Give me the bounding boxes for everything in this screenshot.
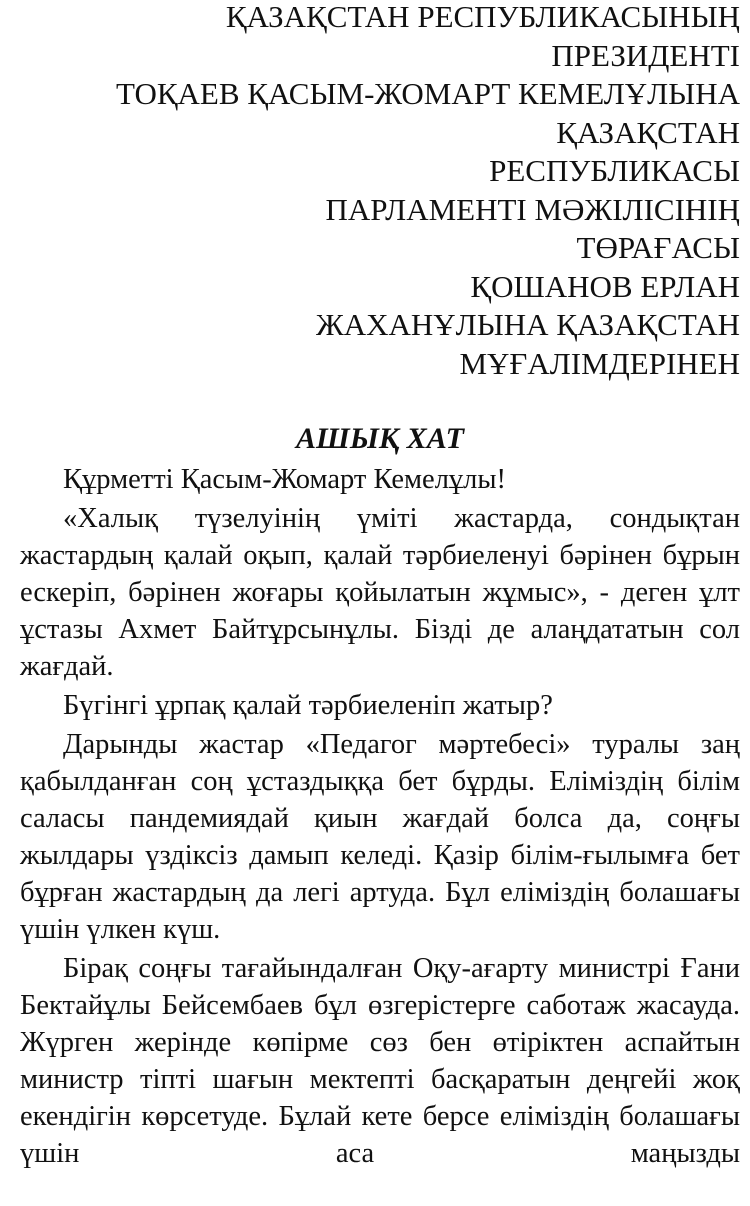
- addressee-line: ПРЕЗИДЕНТІ: [551, 37, 740, 73]
- addressee-line: ТӨРАҒАСЫ: [576, 230, 740, 265]
- addressee-block: [20, 0, 740, 383]
- body-paragraph: Бірақ соңғы тағайындалған Оқу-ағарту министрі Ғани Бектайұлы Бейсембаев бұл өзгерістерге саботаж жасауда. Жүрген жерінде көпірме сөз бен өтіріктен аспайтын министр тіпті шағын мектепті басқаратын деңгейі жоқ екендігін көрсетуде. Бұлай кете берсе еліміздің болашағы үшін аса маңызды: [20, 953, 740, 1169]
- letter-body: [20, 461, 740, 1172]
- body-paragraph: «Халық түзелуінің үміті жастарда, сондықтан жастардың қалай оқып, қалай тәрбиеленуі бәрінен бұрын ескеріп, бәрінен жоғары қойылатын жұмыс», - деген ұлт ұстазы Ахмет Байтұрсынұлы. Бізді де алаңдататын сол жағдай.: [20, 503, 740, 682]
- salutation-paragraph: Құрметті Қасым-Жомарт Кемелұлы!: [63, 464, 507, 495]
- addressee-line: ҚАЗАҚСТАН: [556, 114, 740, 150]
- body-paragraph: Дарынды жастар «Педагог мәртебесі» туралы заң қабылданған соң ұстаздыққа бет бұрды. Еліміздің білім саласы пандемиядай қиын жағдай болса да, соңғы жылдары үздіксіз дамып келеді. Қазір білім-ғылымға бет бұрған жастардың да легі артуда. Бұл еліміздің болашағы үшін үлкен күш.: [20, 729, 740, 945]
- addressee-line: ҚОШАНОВ ЕРЛАН: [470, 268, 740, 304]
- addressee-line: РЕСПУБЛИКАСЫ: [489, 153, 740, 188]
- letter-page: [20, 0, 740, 1172]
- letter-title: АШЫҚ ХАТ: [296, 422, 464, 455]
- addressee-line: ЖАХАНҰЛЫНА ҚАЗАҚСТАН: [315, 307, 740, 342]
- addressee-line: ПАРЛАМЕНТІ МӘЖІЛІСІНІҢ: [325, 191, 740, 227]
- body-paragraph: Бүгінгі ұрпақ қалай тәрбиеленіп жатыр?: [63, 690, 553, 721]
- addressee-line: МҰҒАЛІМДЕРІНЕН: [459, 345, 740, 381]
- addressee-line: ҚАЗАҚСТАН РЕСПУБЛИКАСЫНЫҢ: [225, 0, 740, 34]
- addressee-line: ТОҚАЕВ ҚАСЫМ-ЖОМАРТ КЕМЕЛҰЛЫНА: [115, 76, 740, 111]
